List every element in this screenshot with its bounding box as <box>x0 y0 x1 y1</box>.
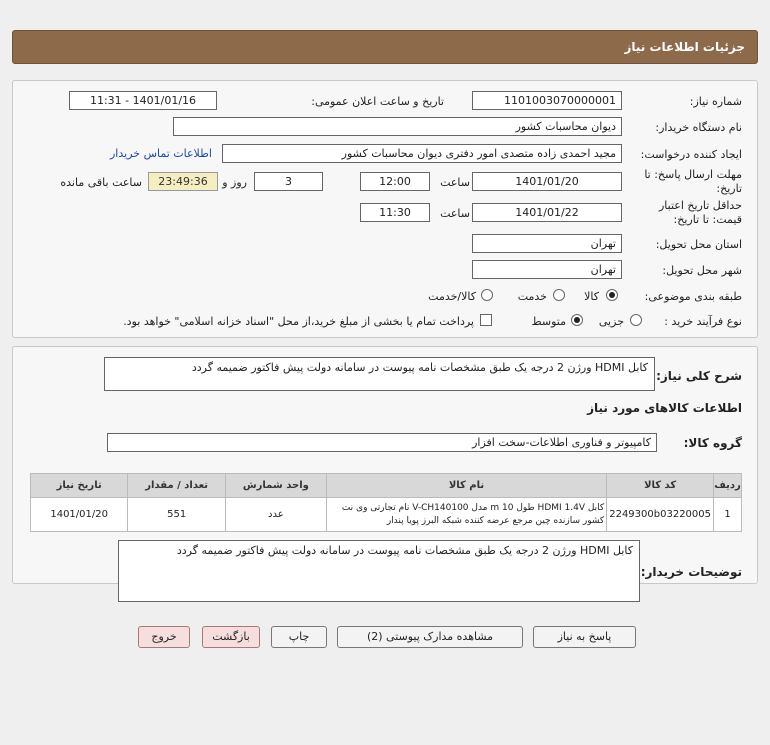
purchase-type-radio-medium[interactable] <box>571 314 583 326</box>
category-label: طبقه بندی موضوعی: <box>644 290 742 303</box>
goods-info-title: اطلاعات کالاهای مورد نیاز <box>587 401 742 415</box>
need-number-label: شماره نیاز: <box>689 95 742 108</box>
cell-unit: عدد <box>225 498 326 532</box>
validity-label-2: قیمت: تا تاریخ: <box>673 213 742 226</box>
goods-group-field: کامپیوتر و فناوری اطلاعات-سخت افزار <box>107 433 657 452</box>
buyer-notes-field: کابل HDMI ورژن 2 درجه یک طبق مشخصات نامه پیوست در سامانه دولت پیش فاکتور ضمیمه گردد <box>118 540 640 602</box>
days-field: 3 <box>254 172 323 191</box>
cell-qty: 551 <box>128 498 226 532</box>
page-header <box>12 30 758 64</box>
view-attachments-button[interactable]: مشاهده مدارک پیوستی (2) <box>337 626 523 648</box>
need-number-field: 1101003070000001 <box>472 91 622 110</box>
col-unit: واحد شمارش <box>225 474 326 498</box>
purchase-type-label: نوع فرآیند خرید : <box>664 315 742 328</box>
validity-time-field: 11:30 <box>360 203 430 222</box>
category-radio-goods-service[interactable] <box>481 289 493 301</box>
creator-label: ایجاد کننده درخواست: <box>640 148 742 161</box>
goods-group-label: گروه کالا: <box>683 436 742 450</box>
reply-deadline-label-2: تاریخ: <box>716 182 742 195</box>
validity-date-field: 1401/01/22 <box>472 203 622 222</box>
delivery-province-label: استان محل تحویل: <box>655 238 742 251</box>
col-date: تاریخ نیاز <box>31 474 128 498</box>
delivery-city-label: شهر محل تحویل: <box>662 264 742 277</box>
print-button[interactable]: چاپ <box>271 626 327 648</box>
buyer-contact-link[interactable]: اطلاعات تماس خریدار <box>110 147 212 160</box>
reply-button[interactable]: پاسخ به نیاز <box>533 626 636 648</box>
delivery-city-field: تهران <box>472 260 622 279</box>
creator-field: مجید احمدی زاده متصدی امور دفتری دیوان محاسبات کشور <box>222 144 622 163</box>
cell-name: کابل HDMI 1.4V طول 10 m مدل V-CH140100 نام تجارتی وی نت کشور سازنده چین مرجع عرضه کننده شبکه البرز پویا پندار <box>326 498 606 532</box>
col-qty: تعداد / مقدار <box>128 474 226 498</box>
remaining-time-field: 23:49:36 <box>148 172 218 191</box>
table-header-row <box>31 474 742 498</box>
reply-date-field: 1401/01/20 <box>472 172 622 191</box>
col-name: نام کالا <box>326 474 606 498</box>
remaining-label: ساعت باقی مانده <box>60 176 142 189</box>
treasury-checkbox[interactable] <box>480 314 492 326</box>
col-row: ردیف <box>714 474 742 498</box>
buyer-field: دیوان محاسبات کشور <box>173 117 622 136</box>
buyer-notes-label: توضیحات خریدار: <box>640 565 742 579</box>
buyer-label: نام دستگاه خریدار: <box>655 121 742 134</box>
cell-code: 2249300b03220005 <box>607 498 714 532</box>
page-title: جزئیات اطلاعات نیاز <box>624 40 745 54</box>
col-code: کد کالا <box>607 474 714 498</box>
back-button[interactable]: بازگشت <box>202 626 260 648</box>
cell-date: 1401/01/20 <box>31 498 128 532</box>
validity-hour-label: ساعت <box>440 207 470 220</box>
table-row <box>31 498 742 532</box>
summary-field: کابل HDMI ورژن 2 درجه یک طبق مشخصات نامه پیوست در سامانه دولت پیش فاکتور ضمیمه گردد <box>104 357 655 391</box>
treasury-note: پرداخت تمام یا بخشی از مبلغ خرید،از محل "اسناد خزانه اسلامی" خواهد بود. <box>123 315 474 328</box>
category-radio-service[interactable] <box>553 289 565 301</box>
cell-row: 1 <box>714 498 742 532</box>
announce-field: 1401/01/16 - 11:31 <box>69 91 217 110</box>
exit-button[interactable]: خروج <box>138 626 190 648</box>
category-radio-goods[interactable] <box>606 289 618 301</box>
category-option-service: خدمت <box>517 290 547 303</box>
purchase-type-option-medium: متوسط <box>531 315 566 328</box>
reply-deadline-label-1: مهلت ارسال پاسخ: تا <box>644 168 742 181</box>
days-label: روز و <box>222 176 247 189</box>
validity-label-1: حداقل تاریخ اعتبار <box>658 199 742 212</box>
delivery-province-field: تهران <box>472 234 622 253</box>
announce-label: تاریخ و ساعت اعلان عمومی: <box>311 95 444 108</box>
purchase-type-radio-minor[interactable] <box>630 314 642 326</box>
category-option-goods-service: کالا/خدمت <box>428 290 476 303</box>
reply-time-field: 12:00 <box>360 172 430 191</box>
summary-label: شرح کلی نیاز: <box>656 369 742 383</box>
category-option-goods: کالا <box>584 290 599 303</box>
purchase-type-option-minor: جزیی <box>598 315 624 328</box>
goods-table <box>30 473 742 532</box>
reply-hour-label: ساعت <box>440 176 470 189</box>
